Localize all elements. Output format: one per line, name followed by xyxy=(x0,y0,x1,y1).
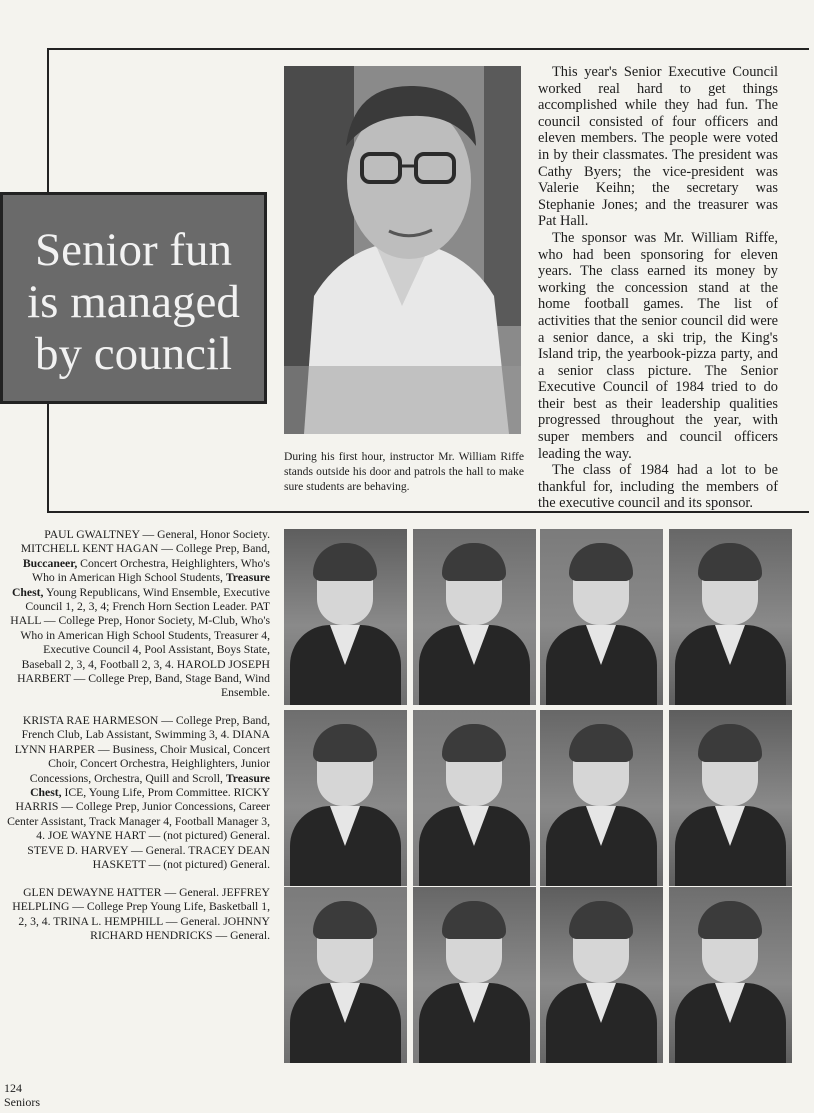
student-portrait xyxy=(413,529,536,705)
article-text xyxy=(538,64,778,512)
page-number: 124 xyxy=(4,1081,22,1095)
bio-block-row-3: GLEN DEWAYNE HATTER — General. JEFFREY HELPLING — College Prep Young Life, Basketball 1, 2, 3, 4. TRINA L. HEMPHILL — General. JOHNNY RICHARD HENDRICKS — General. xyxy=(12,886,270,943)
student-portrait xyxy=(669,710,792,886)
headline-line-3: by council xyxy=(34,328,233,380)
headline-line-2: is managed xyxy=(27,276,240,328)
sponsor-photo-illustration xyxy=(284,66,521,434)
student-portrait xyxy=(669,529,792,705)
bio-block-row-2: KRISTA RAE HARMESON — College Prep, Band, French Club, Lab Assistant, Swimming 3, 4. DIANA LYNN HARPER — Business, Choir Musical, Concert Choir, Concert Orchestra, Heighlighters, Junior Concessions, Orchestra, Quill and Scroll, Treasure Chest, ICE, Young Life, Prom Committee. RICKY HARRIS — College Prep, Junior Concessions, Career Center Assistant, Track Manager 4, Football Manager 3, 4. JOE WAYNE HART — (not pictured) General. STEVE D. HARVEY — General. TRACEY DEAN HASKETT — (not pictured) General. xyxy=(7,714,270,872)
article-paragraph: The class of 1984 had a lot to be thankful for, including the members of the executive council and its sponsor. xyxy=(538,462,778,512)
photo-caption: During his first hour, instructor Mr. William Riffe stands outside his door and patrols the hall to make sure students are behaving. xyxy=(284,450,524,493)
student-portrait xyxy=(540,710,663,886)
headline-box xyxy=(0,192,267,404)
student-portrait xyxy=(284,887,407,1063)
bio-block-row-1: PAUL GWALTNEY — General, Honor Society. MITCHELL KENT HAGAN — College Prep, Band, Buccaneer, Concert Orchestra, Heighlighters, Who's Who in American High School Students, Treasure Chest, Young Republicans, Wind Ensemble, Executive Council 1, 2, 3, 4; French Horn Section Leader. PAT HALL — College Prep, Honor Society, M-Club, Who's Who in American High School Students, Treasurer 4, Executive Council 4, Pool Assistant, Boys State, Baseball 2, 3, 4, Football 2, 3, 4. HAROLD JOSEPH HARBERT — College Prep, Band, Stage Band, Wind Ensemble. xyxy=(10,528,270,700)
student-portrait xyxy=(669,887,792,1063)
article-paragraph: This year's Senior Executive Council worked real hard to get things accomplished while they had fun. The council consisted of four officers and eleven members. The people were voted in by their classmates. The president was Cathy Byers; the vice-president was Valerie Keihn; the secretary was Stephanie Jones; and the treasurer was Pat Hall. xyxy=(538,64,778,230)
student-portrait xyxy=(540,887,663,1063)
article-paragraph: The sponsor was Mr. William Riffe, who had been sponsoring for eleven years. The class earned its money by working the concession stand at the home football games. The list of activities that the senior council did were a senior dance, a ski trip, the King's Island trip, the yearbook-pizza party, and a senior class picture. The Senior Executive Council of 1984 tried to do their best as their leadership qualities progressed throughout the year, with super members and council officers leading the way. xyxy=(538,229,778,462)
student-portrait xyxy=(413,710,536,886)
student-portrait xyxy=(540,529,663,705)
headline-line-1: Senior fun xyxy=(34,224,233,276)
student-portrait xyxy=(284,529,407,705)
student-portrait xyxy=(284,710,407,886)
sponsor-photo xyxy=(284,66,521,434)
section-name: Seniors xyxy=(4,1095,40,1109)
page-footer xyxy=(4,1081,40,1109)
student-portrait xyxy=(413,887,536,1063)
